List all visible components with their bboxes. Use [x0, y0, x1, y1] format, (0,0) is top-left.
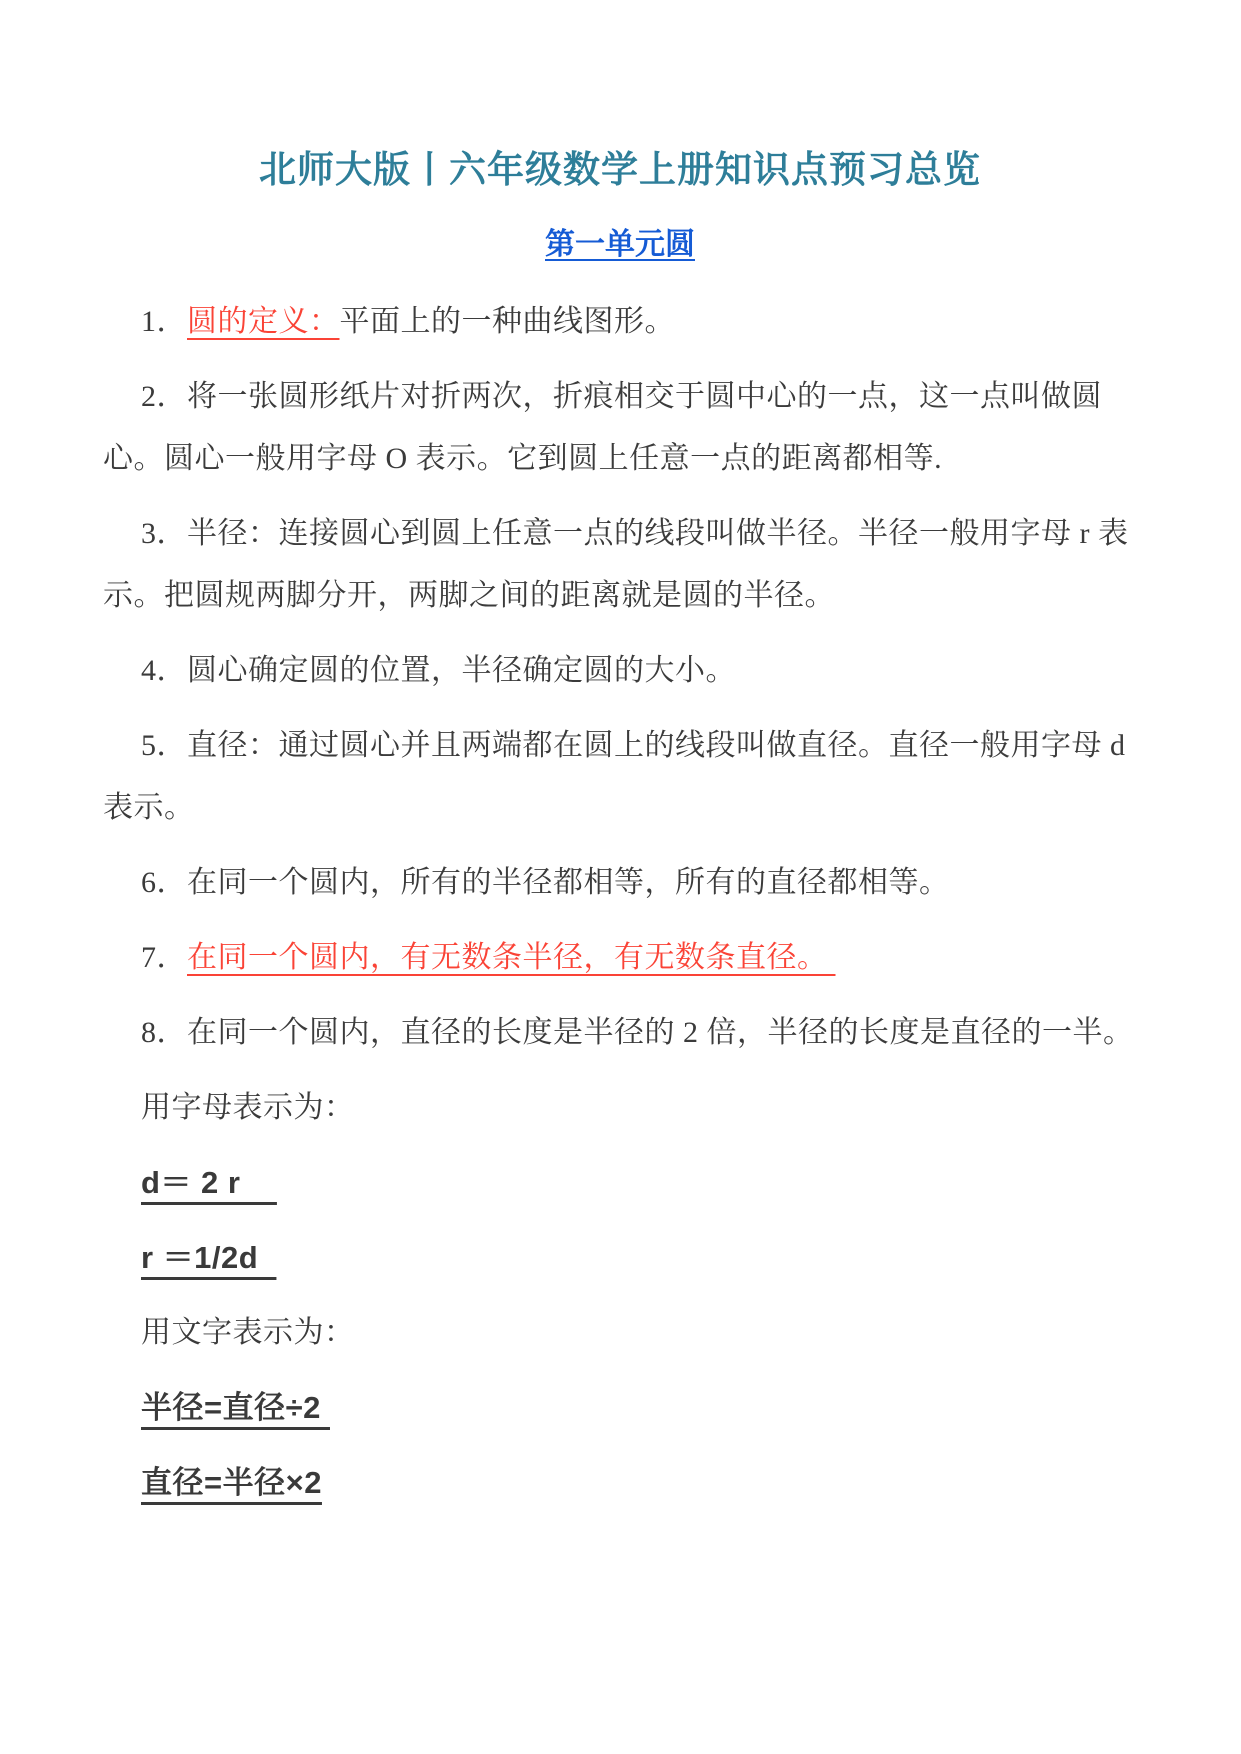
formula-diameter-text: 直径=半径×2: [141, 1464, 322, 1500]
letters-label: 用字母表示为：: [141, 1090, 355, 1124]
item-4-number: 4．: [141, 653, 187, 687]
list-item-1: [103, 291, 1137, 353]
item-7-number: 7．: [141, 940, 187, 974]
list-item-2: [103, 366, 1137, 490]
list-item-6: [103, 852, 1137, 914]
list-item-8: [103, 1002, 1137, 1064]
formula-r-equals-half-d-text: r ＝1/2d: [141, 1239, 277, 1275]
item-3-number: 3．: [141, 516, 187, 550]
item-5-number: 5．: [141, 728, 187, 762]
formula-radius-text: 半径=直径÷2: [141, 1389, 330, 1425]
item-8-text: 在同一个圆内，直径的长度是半径的 2 倍，半径的长度是直径的一半。: [187, 1015, 1134, 1049]
item-2-number: 2．: [141, 379, 187, 413]
list-item-3: [103, 503, 1137, 627]
list-item-5: [103, 715, 1137, 839]
words-label: 用文字表示为：: [141, 1315, 355, 1349]
formula-d-equals-2r-text: d＝ 2 r: [141, 1164, 277, 1200]
item-6-text: 在同一个圆内，所有的半径都相等，所有的直径都相等。: [187, 865, 950, 899]
item-2-text: 将一张圆形纸片对折两次，折痕相交于圆中心的一点，这一点叫做圆心。圆心一般用字母 O 表示。它到圆上任意一点的距离都相等.: [103, 379, 1102, 475]
item-3-text: 半径：连接圆心到圆上任意一点的线段叫做半径。半径一般用字母 r 表示。把圆规两脚分开，两脚之间的距离就是圆的半径。: [103, 516, 1129, 612]
item-7-highlight: 在同一个圆内，有无数条半径，有无数条直径。: [187, 940, 836, 974]
list-item-7: [103, 927, 1137, 989]
item-5-text: 直径：通过圆心并且两端都在圆上的线段叫做直径。直径一般用字母 d 表示。: [103, 728, 1126, 824]
formula-radius-equals-diameter-div-2: [103, 1377, 1137, 1439]
formula-diameter-equals-radius-times-2: [103, 1452, 1137, 1514]
page-title: 北师大版丨六年级数学上册知识点预习总览: [259, 149, 981, 190]
item-1-text: 平面上的一种曲线图形。: [339, 304, 675, 338]
formula-r-equals-half-d: [103, 1227, 1137, 1289]
document-body: [103, 291, 1137, 1514]
item-4-text: 圆心确定圆的位置，半径确定圆的大小。: [187, 653, 736, 687]
formula-d-equals-2r: [103, 1152, 1137, 1214]
item-1-highlight: 圆的定义：: [187, 304, 340, 338]
item-8-number: 8．: [141, 1015, 187, 1049]
item-1-number: 1．: [141, 304, 187, 338]
item-6-number: 6．: [141, 865, 187, 899]
section-heading: [103, 228, 1137, 263]
section-link[interactable]: 第一单元圆: [545, 228, 695, 262]
list-item-4: [103, 640, 1137, 702]
